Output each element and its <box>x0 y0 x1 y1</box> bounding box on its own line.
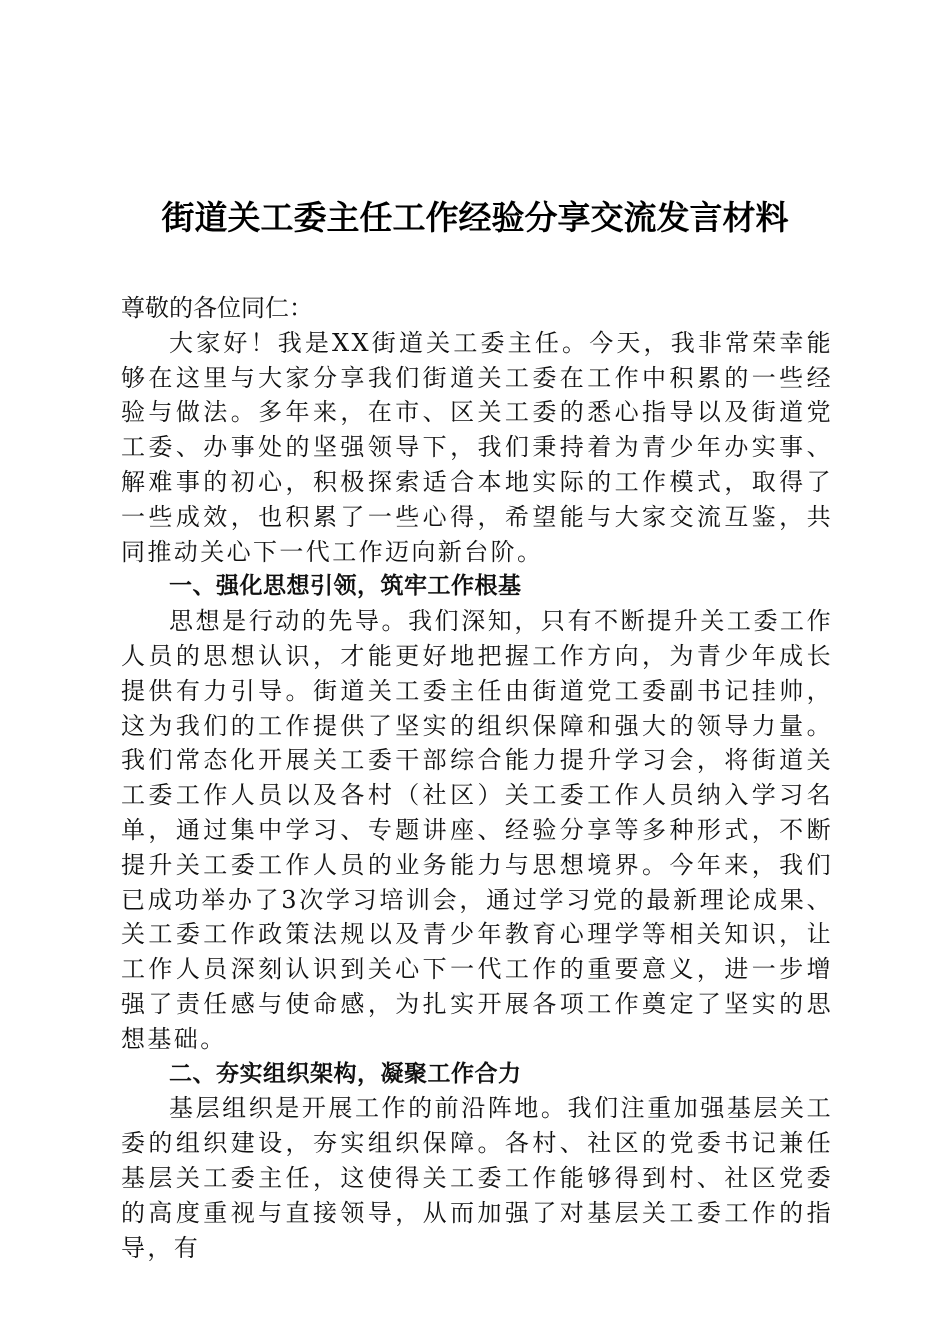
section-heading-2: 二、夯实组织架构，凝聚工作合力 <box>169 1060 522 1087</box>
section-heading-1: 一、强化思想引领，筑牢工作根基 <box>169 573 522 600</box>
intro-paragraph: 大家好！我是XX街道关工委主任。今天，我非常荣幸能够在这里与大家分享我们街道关工委在工作中积累的一些经验与做法。多年来，在市、区关工委的悉心指导以及街道党工委、办事处的坚强领导下，我们秉持着为青少年办实事、解难事的初心，积极探索适合本地实际的工作模式，取得了一些成效，也积累了一些心得，希望能与大家交流互鉴，共同推动关心下一代工作迈向新台阶。 <box>121 328 833 566</box>
section-paragraph-2: 基层组织是开展工作的前沿阵地。我们注重加强基层关工委的组织建设，夯实组织保障。各村、社区的党委书记兼任基层关工委主任，这使得关工委工作能够得到村、社区党委的高度重视与直接领导，从而加强了对基层关工委工作的指导，有 <box>121 1094 833 1262</box>
section-paragraph-1: 思想是行动的先导。我们深知，只有不断提升关工委工作人员的思想认识，才能更好地把握工作方向，为青少年成长提供有力引导。街道关工委主任由街道党工委副书记挂帅，这为我们的工作提供了坚实的组织保障和强大的领导力量。我们常态化开展关工委干部综合能力提升学习会，将街道关工委工作人员以及各村（社区）关工委工作人员纳入学习名单，通过集中学习、专题讲座、经验分享等多种形式，不断提升关工委工作人员的业务能力与思想境界。今年来，我们已成功举办了3次学习培训会，通过学习党的最新理论成果、关工委工作政策法规以及青少年教育心理学等相关知识，让工作人员深刻认识到关心下一代工作的重要意义，进一步增强了责任感与使命感，为扎实开展各项工作奠定了坚实的思想基础。 <box>121 607 833 1053</box>
salutation: 尊敬的各位同仁： <box>121 294 313 322</box>
document-body <box>121 291 833 1265</box>
document-title: 街道关工委主任工作经验分享交流发言材料 <box>161 198 789 237</box>
